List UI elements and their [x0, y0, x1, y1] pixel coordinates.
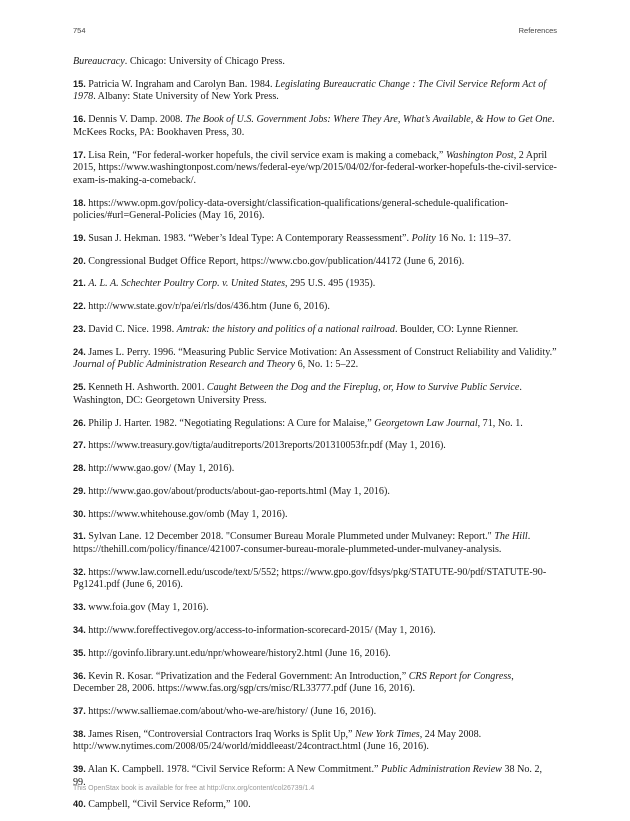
reference-number: 38. [73, 728, 86, 739]
references-list [73, 56, 557, 821]
reference-text: Susan J. Hekman. 1983. “Weber’s Ideal Type: A Contemporary Reassessment”. [85, 232, 412, 244]
reference-item [73, 508, 557, 522]
reference-number: 30. [73, 508, 86, 519]
reference-number: 24. [73, 346, 86, 357]
reference-italic-text: Public Administration Review [380, 764, 502, 776]
reference-text: , 24 May 2008. http://www.nytimes.com/2008/05/24/world/middleeast/24contract.html (June 16, 2016). [73, 728, 482, 753]
reference-number: 21. [73, 278, 86, 289]
section-title: References [518, 26, 557, 35]
reference-item [73, 462, 557, 476]
reference-italic-text: CRS Report for Congress [408, 670, 512, 682]
reference-number: 28. [73, 463, 86, 474]
reference-number: 37. [73, 705, 86, 716]
reference-text: Sylvan Lane. 12 December 2018. "Consumer Bureau Morale Plummeted under Mulvaney: Report." [85, 531, 495, 543]
reference-text: James Risen, “Controversial Contractors Iraq Works is Split Up,” [85, 728, 356, 740]
reference-number: 19. [73, 232, 86, 243]
reference-italic-text: Caught Between the Dog and the Fireplug, or, How to Survive Public Service [206, 382, 520, 394]
reference-italic-text: Bureaucracy [73, 56, 125, 67]
reference-text: , 2 April 2015, https://www.washingtonpost.com/news/federal-eye/wp/2015/04/02/for-federal-worker-hopefuls-the-civil-service-exam-is-making-a-comeback/. [73, 149, 557, 186]
reference-item [73, 439, 557, 453]
reference-text: Alan K. Campbell. 1978. “Civil Service Reform: A New Commitment.” [85, 764, 381, 776]
reference-number: 35. [73, 647, 86, 658]
reference-italic-text: A. L. A. Schechter Poultry Corp. v. United States [88, 278, 286, 290]
reference-text: . McKees Rocks, PA: Bookhaven Press, 30. [73, 114, 555, 138]
page-number: 754 [73, 26, 86, 35]
reference-text: Congressional Budget Office Report, https://www.cbo.gov/publication/44172 (June 6, 2016). [85, 255, 465, 267]
reference-item [73, 255, 557, 269]
reference-item [73, 670, 557, 696]
reference-text: http://govinfo.library.unt.edu/npr/whoweare/history2.html (June 16, 2016). [85, 647, 391, 659]
reference-text: . Chicago: University of Chicago Press. [124, 56, 285, 67]
reference-italic-text: Amtrak: the history and politics of a national railroad [176, 324, 395, 335]
reference-item [73, 346, 557, 372]
reference-number: 15. [73, 78, 86, 89]
reference-text: . Washington, DC: Georgetown University Press. [73, 382, 522, 406]
reference-text: Philip J. Harter. 1982. “Negotiating Regulations: A Cure for Malaise,” [85, 417, 375, 429]
reference-text: http://www.foreffectivegov.org/access-to-information-scorecard-2015/ (May 1, 2016). [85, 624, 436, 636]
reference-number: 16. [73, 114, 86, 125]
reference-text: Kenneth H. Ashworth. 2001. [85, 382, 207, 394]
reference-number: 23. [73, 324, 86, 334]
reference-number: 25. [73, 382, 86, 393]
reference-item [73, 113, 557, 139]
reference-italic-text: The Hill [494, 531, 528, 543]
reference-number: 34. [73, 624, 86, 635]
reference-text: Campbell, “Civil Service Reform,” 100. [85, 799, 251, 811]
reference-number: 26. [73, 417, 86, 428]
reference-number: 40. [73, 799, 86, 810]
page-footer: This OpenStax book is available for free at http://cnx.org/content/col26739/1.4 [73, 785, 315, 792]
reference-italic-text: Georgetown Law Journal [374, 417, 478, 429]
reference-item [73, 705, 557, 719]
reference-number: 22. [73, 301, 86, 312]
reference-italic-text: Polity [411, 232, 436, 244]
reference-item [73, 149, 557, 188]
reference-number: 31. [73, 531, 86, 542]
reference-text: David C. Nice. 1998. [85, 324, 177, 335]
reference-item [73, 197, 557, 223]
reference-text: , December 28, 2006. https://www.fas.org/sgp/crs/misc/RL33777.pdf (June 16, 2016). [73, 670, 514, 695]
reference-item [73, 798, 557, 812]
reference-text: https://www.opm.gov/policy-data-oversight/classification-qualifications/general-schedule-qualification-policies/#url=General-Policies (May 16, 2016). [73, 197, 509, 222]
reference-text: 38 No. 2, 99. [73, 764, 543, 788]
reference-text: http://www.gao.gov/about/products/about-gao-reports.html (May 1, 2016). [85, 485, 390, 497]
reference-number: 17. [73, 149, 86, 160]
reference-italic-text: Washington Post [445, 149, 514, 161]
reference-item [73, 728, 557, 754]
reference-item [73, 323, 557, 337]
reference-text: Patricia W. Ingraham and Carolyn Ban. 1984. [85, 78, 275, 90]
reference-item [73, 624, 557, 638]
reference-item [73, 381, 557, 407]
reference-item [73, 417, 557, 431]
reference-text: http://www.state.gov/r/pa/ei/rls/dos/436.htm (June 6, 2016). [85, 301, 330, 313]
reference-text: https://www.law.cornell.edu/uscode/text/5/552; https://www.gpo.gov/fdsys/pkg/STATUTE-90/pdf/STATUTE-90-Pg1241.pdf (June 6, 2016). [73, 566, 547, 591]
reference-item [73, 78, 557, 104]
reference-number: 29. [73, 485, 86, 496]
reference-number: 33. [73, 602, 86, 613]
reference-text: 16 No. 1: 119–37. [435, 232, 512, 244]
reference-number: 27. [73, 440, 86, 451]
reference-text: www.foia.gov (May 1, 2016). [85, 602, 209, 614]
reference-text: James L. Perry. 1996. “Measuring Public Service Motivation: An Assessment of Construct Reliability and Validity.” [85, 346, 557, 358]
reference-text: Kevin R. Kosar. “Privatization and the Federal Government: An Introduction,” [85, 670, 409, 682]
reference-text: , 295 U.S. 495 (1935). [285, 278, 376, 290]
reference-item [73, 485, 557, 499]
reference-item [73, 56, 557, 69]
reference-italic-text: The Book of U.S. Government Jobs: Where They Are, What’s Available, & How to Get One [185, 114, 553, 126]
reference-italic-text: Journal of Public Administration Research and Theory [73, 359, 296, 371]
reference-item [73, 277, 557, 291]
reference-italic-text: Legislating Bureaucratic Change : The Civil Service Reform Act of 1978 [73, 78, 547, 103]
reference-item [73, 530, 557, 556]
reference-text: 6, No. 1: 5–22. [295, 359, 359, 371]
reference-number: 36. [73, 670, 86, 681]
reference-item [73, 647, 557, 661]
reference-text: Lisa Rein, “For federal-worker hopefuls, the civil service exam is making a comeback,” [85, 149, 446, 161]
reference-text: https://www.treasury.gov/tigta/auditreports/2013reports/201310053fr.pdf (May 1, 2016). [85, 440, 446, 452]
reference-number: 18. [73, 197, 86, 208]
reference-text: https://www.salliemae.com/about/who-we-are/history/ (June 16, 2016). [85, 705, 377, 717]
reference-text: . Albany: State University of New York Press. [93, 91, 279, 103]
reference-text: https://www.whitehouse.gov/omb (May 1, 2016). [85, 508, 288, 520]
reference-number: 32. [73, 566, 86, 577]
reference-item [73, 232, 557, 246]
reference-number: 39. [73, 764, 86, 775]
reference-item [73, 300, 557, 314]
reference-text: . https://thehill.com/policy/finance/421007-consumer-bureau-morale-plummeted-under-mulvaney-analysis. [73, 531, 531, 556]
reference-number: 20. [73, 255, 86, 266]
reference-text: . Boulder, CO: Lynne Rienner. [394, 324, 519, 335]
reference-item [73, 601, 557, 615]
reference-text: Dennis V. Damp. 2008. [85, 114, 186, 126]
reference-text: , 71, No. 1. [477, 417, 523, 429]
reference-item [73, 566, 557, 592]
reference-italic-text: New York Times [355, 728, 420, 740]
reference-text: http://www.gao.gov/ (May 1, 2016). [85, 463, 235, 475]
